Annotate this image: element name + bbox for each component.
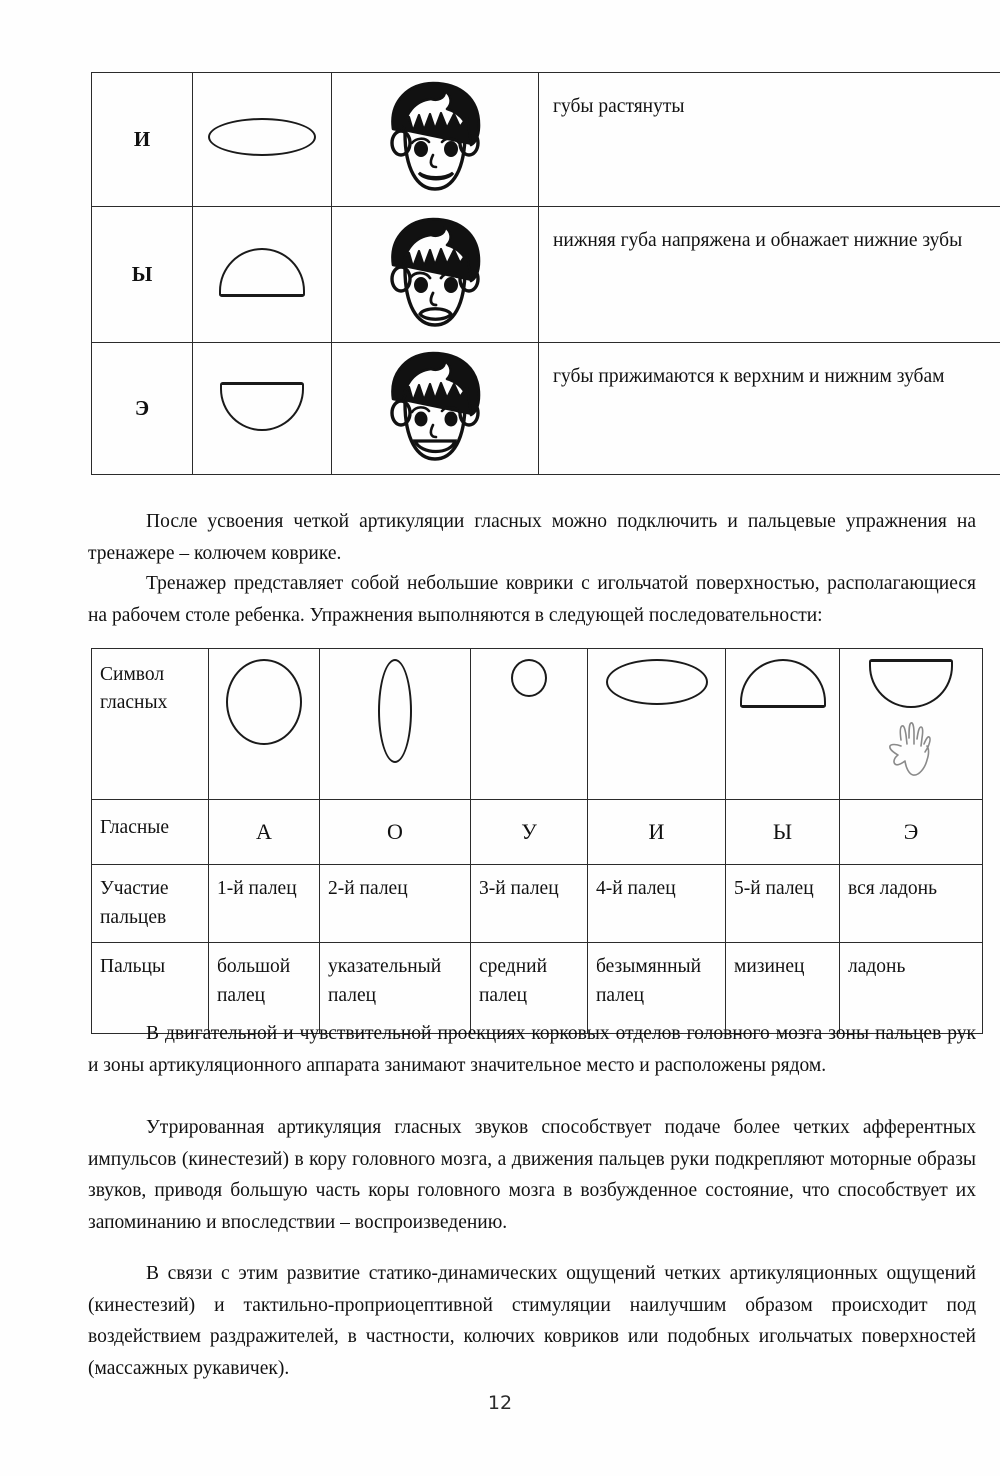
description-text: губы растянуты: [553, 96, 685, 117]
description-text: губы прижимаются к верхним и нижним зубам: [553, 366, 945, 387]
participation-cell-a: 1-й палец: [209, 865, 320, 943]
symbol-cell-i: [588, 649, 726, 800]
table-row-vowels: [92, 800, 983, 865]
vowel-cell-y: Ы: [726, 800, 840, 865]
paragraph-trainer-description: Тренажер представляет собой небольшие коврики с игольчатой поверхностью, располагающиеся на рабочем столе ребенка. Упражнения выполняются в следующей последовательности:: [88, 573, 976, 626]
symbol-cell-u: [471, 649, 588, 800]
vowel-letter: И: [133, 127, 151, 151]
participation-cell-y: 5-й палец: [726, 865, 840, 943]
symbol-cell-e: [840, 649, 983, 800]
vowel-symbol-cell: [193, 207, 332, 343]
vowel-letter-cell: [92, 343, 193, 475]
horizontal-ellipse-symbol: [208, 118, 316, 156]
vowel-cell-u: У: [471, 800, 588, 865]
bowl-symbol: [220, 382, 304, 431]
child-face-open-smile-icon: [375, 343, 495, 469]
symbol-cell-o: [320, 649, 471, 800]
vowel-letter: Э: [134, 396, 150, 420]
description-text: нижняя губа напряжена и обнажает нижние зубы: [553, 230, 963, 251]
face-illustration-cell: [332, 343, 539, 475]
vowel-cell-o: О: [320, 800, 471, 865]
symbol-cell-y: [726, 649, 840, 800]
vertical-ellipse-symbol: [378, 659, 412, 763]
face-illustration-cell: [332, 207, 539, 343]
bowl-symbol: [869, 659, 953, 708]
child-face-grimacing-icon: [375, 207, 495, 337]
row-label-vowels: Гласные: [92, 800, 209, 865]
finger-cell-i: безымянный палец: [588, 942, 726, 1033]
symbol-cell-a: [209, 649, 320, 800]
vowel-cell-a: А: [209, 800, 320, 865]
vowel-cell-i: И: [588, 800, 726, 865]
dome-symbol: [219, 248, 305, 297]
vowel-letter: Ы: [131, 262, 153, 286]
participation-cell-i: 4-й палец: [588, 865, 726, 943]
finger-cell-y: мизинец: [726, 942, 840, 1033]
articulation-table: [91, 72, 1000, 475]
vowel-symbol-cell: [193, 73, 332, 207]
table-row-symbols: [92, 649, 983, 800]
child-face-smiling-icon: [375, 73, 495, 201]
horizontal-ellipse-symbol: [606, 659, 708, 705]
table-row: [92, 343, 1000, 475]
participation-cell-o: 2-й палец: [320, 865, 471, 943]
paragraph-kinesthetic-stimulation: В связи с этим развитие статико-динамических ощущений четких артикуляционных ощущений (кинестезий) и тактильно-проприоцептивной стимуляции наилучшим образом происходит под воздействием раздражителей, в частности, колючих ковриков или подобных игольчатых поверхностей (массажных рукавичек).: [88, 1263, 976, 1379]
finger-cell-a: большой палец: [209, 942, 320, 1033]
row-label-fingers: Пальцы: [92, 942, 209, 1033]
paragraph-cortical-zones: В двигательной и чувствительной проекциях корковых отделов головного мозга зоны пальцев рук и зоны артикуляционного аппарата занимают значительное место и расположены рядом.: [88, 1023, 976, 1076]
finger-cell-u: средний палец: [471, 942, 588, 1033]
finger-sequence-table: [91, 648, 983, 1034]
participation-cell-e: вся ладонь: [840, 865, 983, 943]
dome-symbol: [740, 659, 826, 708]
table-row: [92, 73, 1000, 207]
row-label-symbols: Символ гласных: [92, 649, 209, 800]
vowel-cell-e: Э: [840, 800, 983, 865]
vowel-letter-cell: [92, 207, 193, 343]
table-row: [92, 207, 1000, 343]
vowel-symbol-cell: [193, 343, 332, 475]
face-illustration-cell: [332, 73, 539, 207]
description-cell: [539, 343, 1000, 475]
vowel-letter-cell: [92, 73, 193, 207]
finger-cell-o: указательный палец: [320, 942, 471, 1033]
table-row-participation: [92, 865, 983, 943]
paragraph-intro-exercises: После усвоения четкой артикуляции гласных можно подключить и пальцевые упражнения на тренажере – колючем коврике.: [88, 511, 976, 564]
participation-cell-u: 3-й палец: [471, 865, 588, 943]
open-hand-icon: [879, 718, 943, 784]
page-number: 12: [487, 1392, 513, 1414]
description-cell: [539, 207, 1000, 343]
finger-cell-e: ладонь: [840, 942, 983, 1033]
circle-symbol: [226, 659, 302, 745]
paragraph-articulation-impulses: Утрированная артикуляция гласных звуков способствует подаче более четких афферентных импульсов (кинестезий) в кору головного мозга, а движения пальцев руки подкрепляют моторные образы звуков, приводя большую часть коры головного мозга в возбужденное состояние, что способствует их запоминанию и впоследствии – воспроизведению.: [88, 1117, 976, 1233]
small-circle-symbol: [511, 659, 547, 697]
description-cell: [539, 73, 1000, 207]
row-label-participation: Участие пальцев: [92, 865, 209, 943]
